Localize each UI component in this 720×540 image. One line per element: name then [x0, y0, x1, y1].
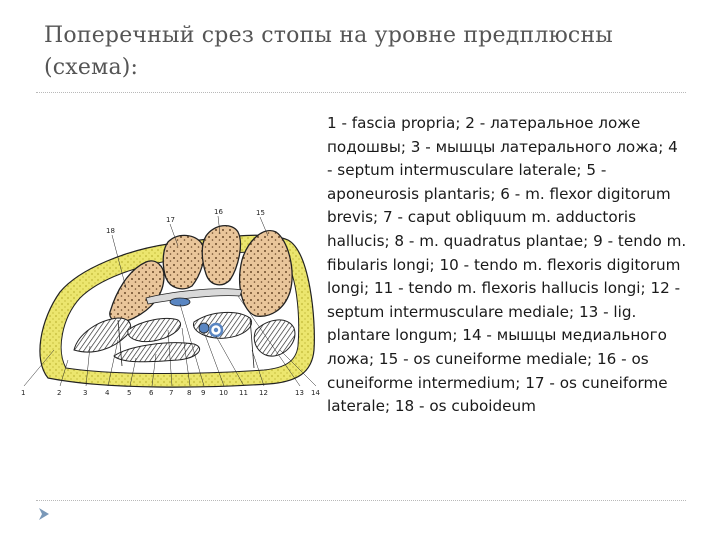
label-9: 9 [201, 389, 206, 397]
label-6: 6 [149, 389, 154, 397]
arrow-bullet-icon [36, 506, 52, 522]
label-5: 5 [127, 389, 132, 397]
label-7: 7 [169, 389, 174, 397]
label-18: 18 [106, 227, 115, 235]
tendon-flexoris-digitorum-longi [199, 323, 209, 333]
label-3: 3 [83, 389, 88, 397]
legend-caption: 1 - fascia propria; 2 - латеральное ложе подошвы; 3 - мышцы латерального ложа; 4 - septum intermusculare laterale; 5 - aponeurosis plantaris; 6 - m. flexor digitorum brevis; 7 - caput obliquum m. adductoris hallucis; 8 - m. quadratus plantae; 9 - tendo m. fibularis longi; 10 - tendo m. flexoris digitorum longi; 11 - tendo m. flexoris hallucis longi; 12 - septum intermusculare mediale; 13 - lig. plantare longum; 14 - мышцы медиального ложа; 15 - os cuneiforme mediale; 16 - os cuneiforme intermedium; 17 - os cuneiforme laterale; 18 - os cuboideum [327, 114, 687, 416]
tendon-flexoris-hallucis-core [214, 328, 218, 332]
foot-cross-section-diagram [18, 200, 328, 400]
label-12: 12 [259, 389, 268, 397]
label-15: 15 [256, 209, 265, 217]
label-10: 10 [219, 389, 228, 397]
label-2: 2 [57, 389, 62, 397]
label-17: 17 [166, 216, 175, 224]
label-4: 4 [105, 389, 110, 397]
label-1: 1 [21, 389, 26, 397]
title-divider [36, 92, 686, 93]
label-16: 16 [214, 208, 223, 216]
label-14: 14 [311, 389, 320, 397]
slide-title: Поперечный срез стопы на уровне предплюсны (схема): [44, 23, 614, 80]
label-11: 11 [239, 389, 248, 397]
label-8: 8 [187, 389, 192, 397]
label-13: 13 [295, 389, 304, 397]
footer-divider [36, 500, 686, 501]
